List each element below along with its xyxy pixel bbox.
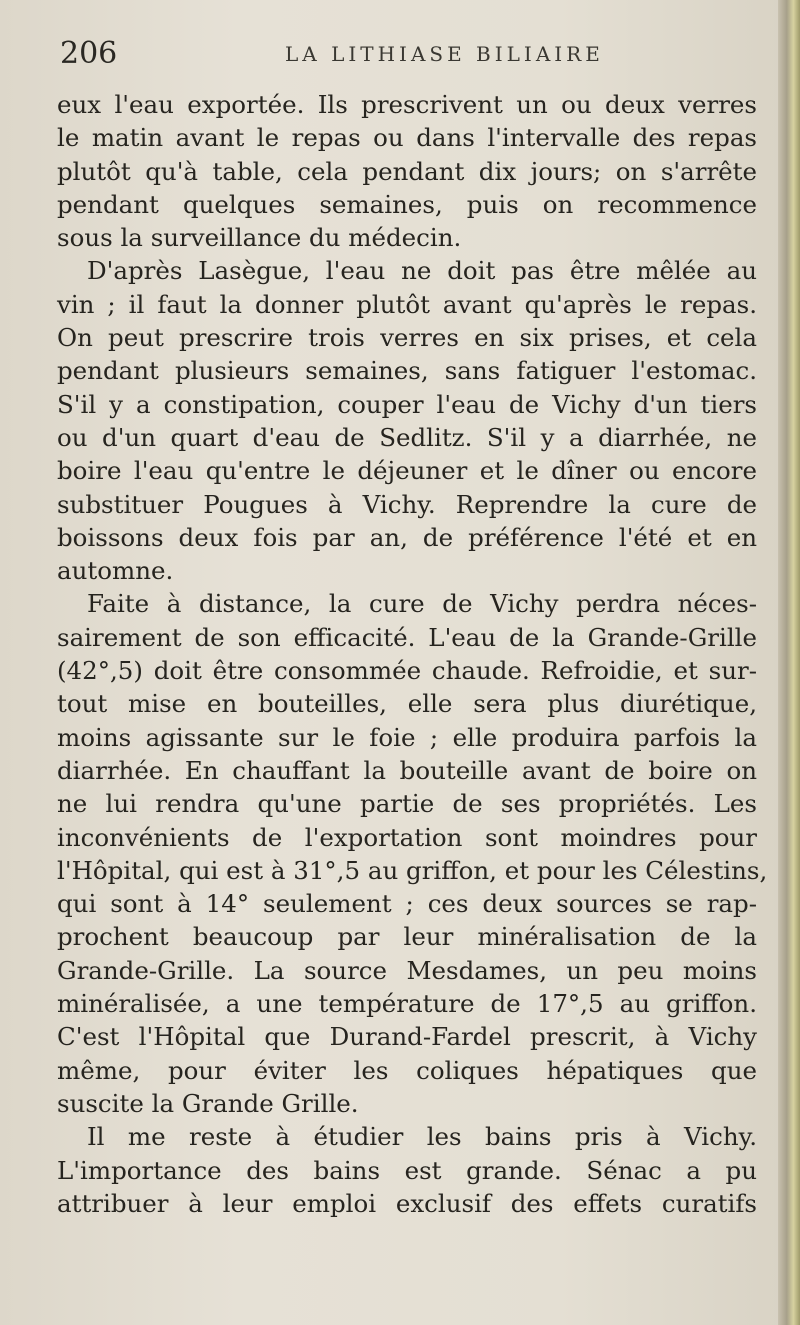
- text-line: Grande-Grille. La source Mesdames, un peu moins: [57, 955, 757, 985]
- text-line: ou d'un quart d'eau de Sedlitz. S'il y a diarrhée, ne: [57, 422, 757, 452]
- text-line: (42°,5) doit être consommée chaude. Refroidie, et sur-: [57, 656, 757, 686]
- text-line: Faite à distance, la cure de Vichy perdra néces-: [87, 589, 757, 619]
- body-text: [57, 88, 768, 1220]
- text-line: S'il y a constipation, couper l'eau de Vichy d'un tiers: [57, 389, 757, 419]
- text-line: automne.: [57, 556, 174, 586]
- page-header: [60, 36, 760, 76]
- text-line: D'après Lasègue, l'eau ne doit pas être mêlée au: [87, 256, 757, 286]
- running-title: LA LITHIASE BILIAIRE: [285, 42, 604, 66]
- page-number: 206: [60, 36, 118, 71]
- text-line: suscite la Grande Grille.: [57, 1088, 359, 1118]
- text-line: plutôt qu'à table, cela pendant dix jours; on s'arrête: [57, 156, 757, 186]
- text-line: substituer Pougues à Vichy. Reprendre la cure de: [57, 489, 757, 519]
- text-line: attribuer à leur emploi exclusif des effets curatifs: [57, 1188, 757, 1218]
- text-line: pendant quelques semaines, puis on recommence: [57, 189, 757, 219]
- page-edge: [778, 0, 800, 1325]
- text-line: C'est l'Hôpital que Durand-Fardel prescrit, à Vichy: [57, 1022, 757, 1052]
- text-line: tout mise en bouteilles, elle sera plus diurétique,: [57, 689, 757, 719]
- text-line: boissons deux fois par an, de préférence l'été et en: [57, 522, 757, 552]
- text-line: le matin avant le repas ou dans l'intervalle des repas: [57, 123, 757, 153]
- text-line: prochent beaucoup par leur minéralisation de la: [57, 922, 757, 952]
- text-line: ne lui rendra qu'une partie de ses propriétés. Les: [57, 789, 757, 819]
- text-line: même, pour éviter les coliques hépatiques que: [57, 1055, 757, 1085]
- text-line: diarrhée. En chauffant la bouteille avant de boire on: [57, 755, 757, 785]
- text-line: On peut prescrire trois verres en six prises, et cela: [57, 323, 757, 353]
- text-line: L'importance des bains est grande. Sénac a pu: [57, 1155, 757, 1185]
- text-line: Il me reste à étudier les bains pris à Vichy.: [87, 1122, 757, 1152]
- text-line: l'Hôpital, qui est à 31°,5 au griffon, et pour les Célestins,: [57, 855, 768, 885]
- text-line: pendant plusieurs semaines, sans fatiguer l'estomac.: [57, 356, 757, 386]
- text-line: vin ; il faut la donner plutôt avant qu'après le repas.: [57, 289, 757, 319]
- text-line: minéralisée, a une température de 17°,5 au griffon.: [57, 989, 757, 1019]
- text-line: moins agissante sur le foie ; elle produira parfois la: [57, 722, 757, 752]
- text-line: sairement de son efficacité. L'eau de la Grande-Grille: [57, 622, 757, 652]
- text-line: inconvénients de l'exportation sont moindres pour: [57, 822, 757, 852]
- text-line: boire l'eau qu'entre le déjeuner et le dîner ou encore: [57, 456, 757, 486]
- text-line: sous la surveillance du médecin.: [57, 223, 462, 253]
- text-line: eux l'eau exportée. Ils prescrivent un ou deux verres: [57, 90, 757, 119]
- text-line: qui sont à 14° seulement ; ces deux sources se rap-: [57, 889, 757, 919]
